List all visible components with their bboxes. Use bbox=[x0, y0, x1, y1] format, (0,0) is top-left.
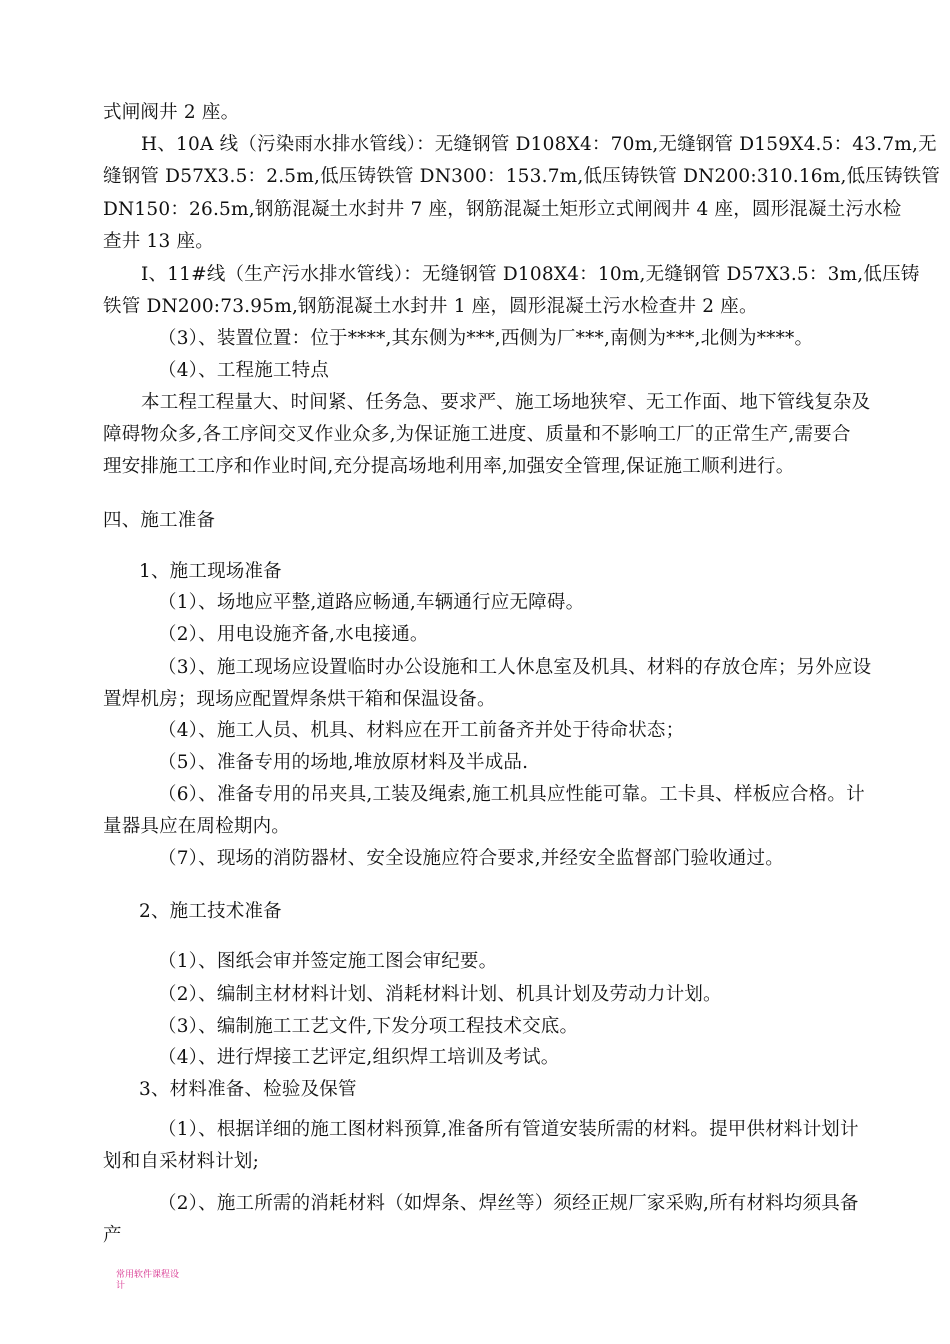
text-line: 量器具应在周检期内。 bbox=[103, 816, 291, 837]
section-heading: 四、施工准备 bbox=[103, 510, 216, 531]
text-line: （4）、进行焊接工艺评定,组织焊工培训及考试。 bbox=[158, 1047, 560, 1068]
text-line: 铁管 DN200:73.95m,钢筋混凝土水封井 1 座，圆形混凝土污水检查井 2 座。 bbox=[103, 296, 758, 317]
text-line: （2）、用电设施齐备,水电接通。 bbox=[158, 624, 429, 645]
text-line: 式闸阀井 2 座。 bbox=[103, 102, 240, 123]
text-line: I、11#线（生产污水排水管线）：无缝钢管 D108X4：10m,无缝钢管 D57X3.5：3m,低压铸 bbox=[141, 264, 920, 285]
footer-line: 计 bbox=[116, 1281, 126, 1291]
text-line: （5）、准备专用的场地,堆放原材料及半成品. bbox=[158, 752, 529, 773]
text-line: 本工程工程量大、时间紧、任务急、要求严、施工场地狭窄、无工作面、地下管线复杂及 bbox=[141, 392, 871, 413]
subsection-heading: 3、材料准备、检验及保管 bbox=[139, 1079, 357, 1100]
text-line: 缝钢管 D57X3.5：2.5m,低压铸铁管 DN300：153.7m,低压铸铁管 DN200:310.16m,低压铸铁管 bbox=[103, 166, 941, 187]
text-line: （1）、根据详细的施工图材料预算,准备所有管道安装所需的材料。提甲供材料计划计 bbox=[158, 1119, 859, 1140]
subsection-heading: 2、施工技术准备 bbox=[139, 901, 282, 922]
text-line: 置焊机房；现场应配置焊条烘干箱和保温设备。 bbox=[103, 689, 496, 710]
text-line: （3）、装置位置：位于****,其东侧为***,西侧为厂***,南侧为***,北侧为****。 bbox=[158, 328, 814, 349]
text-line: （3）、施工现场应设置临时办公设施和工人休息室及机具、材料的存放仓库；另外应设 bbox=[158, 657, 872, 678]
text-line: （2）、编制主材材料计划、消耗材料计划、机具计划及劳动力计划。 bbox=[158, 984, 722, 1005]
footer-line: 常用软件课程设 bbox=[116, 1270, 180, 1280]
text-line: 查井 13 座。 bbox=[103, 231, 214, 252]
text-line: （1）、图纸会审并签定施工图会审纪要。 bbox=[158, 951, 498, 972]
text-line: 理安排施工工序和作业时间,充分提高场地利用率,加强安全管理,保证施工顺利进行。 bbox=[103, 456, 795, 477]
text-line: （4）、施工人员、机具、材料应在开工前备齐并处于待命状态； bbox=[158, 720, 685, 741]
text-line: （3）、编制施工工艺文件,下发分项工程技术交底。 bbox=[158, 1016, 579, 1037]
text-line: （2）、施工所需的消耗材料（如焊条、焊丝等）须经正规厂家采购,所有材料均须具备 bbox=[158, 1193, 859, 1214]
text-line: （7）、现场的消防器材、安全设施应符合要求,并经安全监督部门验收通过。 bbox=[158, 848, 784, 869]
text-line: （4）、工程施工特点 bbox=[158, 360, 330, 381]
subsection-heading: 1、施工现场准备 bbox=[139, 561, 282, 582]
text-line: DN150：26.5m,钢筋混凝土水封井 7 座，钢筋混凝土矩形立式闸阀井 4 座，圆形混凝土污水检 bbox=[103, 199, 902, 220]
page-footer bbox=[116, 1270, 196, 1292]
text-line: （1）、场地应平整,道路应畅通,车辆通行应无障碍。 bbox=[158, 592, 585, 613]
text-line: （6）、准备专用的吊夹具,工装及绳索,施工机具应性能可靠。工卡具、样板应合格。计 bbox=[158, 784, 865, 805]
text-line: H、10A 线（污染雨水排水管线）：无缝钢管 D108X4：70m,无缝钢管 D159X4.5：43.7m,无 bbox=[141, 134, 937, 155]
text-line: 产 bbox=[103, 1225, 122, 1246]
text-line: 划和自采材料计划; bbox=[103, 1151, 260, 1172]
text-line: 障碍物众多,各工序间交叉作业众多,为保证施工进度、质量和不影响工厂的正常生产,需要合 bbox=[103, 424, 851, 445]
